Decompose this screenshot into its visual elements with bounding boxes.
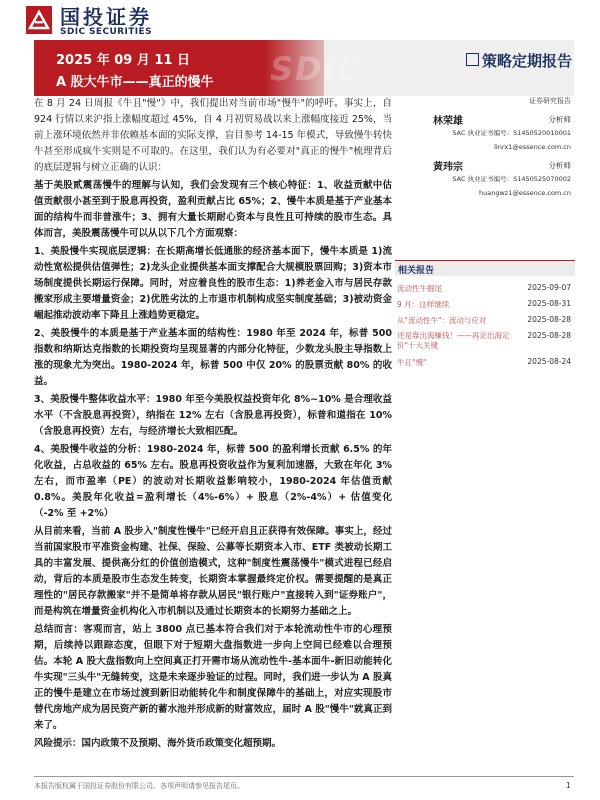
page-number: 1: [566, 781, 571, 790]
body-paragraph: 2、美股慢牛的本质是基于产业基本面的结构性：1980 年至 2024 年，标普 500 指数和纳斯达克指数的长期投资均呈现显著的内部分化特征，少数龙头股主导指数上涨的现象尤为突出。1980-2024 年，标普 500 中仅 20% 的股票贡献 80% 的收益。: [34, 328, 392, 387]
related-reports-title: 相关报告: [398, 266, 435, 276]
related-report-title[interactable]: 还是靠出海赚钱！——再论出海定价"十大关键: [397, 331, 510, 350]
related-report-title[interactable]: 牛且"慢": [397, 358, 427, 367]
related-report-item[interactable]: [395, 354, 575, 370]
body-paragraph: 在 8 月 24 日周报《牛且"慢"》中，我们提出对当前市场"慢牛"的呼吁。事实上，自 924 行情以来沪指上涨幅度超过 45%，自 4 月初贸易战以来上涨幅度接近 25%，当前上涨环境依然并非依赖基本面的实际支撑，盲目参考 14-15 年模式，导致慢牛转快牛甚至形成疯牛实则是不可取的。在这里，我们认为有必要对"真正的慢牛"梳理背后的底层逻辑与树立正确的认识：: [34, 98, 392, 173]
analyst-role: 分析师: [548, 115, 571, 124]
risk-warning: 风险提示：国内政策不及预期、海外货币政策变化超预期。: [34, 738, 282, 749]
body-paragraph: 总结而言：客观而言，站上 3800 点已基本符合我们对于本轮流动性牛市的心理预期，后续持以跟踪态度，但眼下对于短期大盘指数进一步向上空间已经难以合理预估。本轮 A 股大盘指数向上空间真正打开需市场从流动性牛-基本面牛-新旧动能转化牛实现"三头牛"无缝转变，这是未来逐步验证的过程。同时，我们进一步认为 A 股真正的慢牛是建立在市场过渡到新旧动能转化牛和制度保障牛的基础上，对应实现股市替代房地产成为居民资产新的蓄水池并形成新的财富效应，届时 A 股"慢牛"就真正到来了。: [34, 624, 392, 731]
related-report-item[interactable]: [395, 296, 575, 312]
related-report-title[interactable]: 流动性牛掘尾: [397, 284, 442, 293]
footer-disclaimer: 本报告版权属于国投证券股份有限公司。各项声明请参见报告尾页。: [34, 782, 244, 790]
related-report-date: 2025-08-28: [527, 331, 571, 340]
report-banner: [34, 40, 574, 96]
report-date: 2025 年 09 月 11 日: [56, 53, 190, 68]
research-report-tag: 证券研究报告: [529, 97, 571, 105]
report-type: 策略定期报告: [482, 52, 573, 70]
related-report-date: 2025-08-31: [527, 299, 571, 308]
analyst-email[interactable]: huangwz1@essence.com.cn: [478, 189, 571, 197]
analyst-name: 黄玮宗: [433, 162, 463, 173]
related-report-date: 2025-09-07: [527, 283, 571, 292]
related-report-date: 2025-08-28: [527, 315, 571, 324]
related-reports-header: [395, 260, 575, 276]
analyst-license: SAC 执业证书编号：S1450520010001: [452, 129, 571, 137]
related-report-item[interactable]: [395, 312, 575, 328]
footer-divider: [34, 776, 574, 777]
related-report-title[interactable]: 9 月：这样继续: [397, 300, 450, 309]
company-logo: [26, 6, 206, 36]
analyst-name: 林荣雄: [433, 116, 463, 127]
main-body: [34, 96, 392, 752]
analyst-role: 分析师: [548, 161, 571, 170]
body-paragraph: 从目前来看，当前 A 股步入"制度性慢牛"已经开启且正获得有效保障。事实上，经过当前国家股市平准资金构建、社保、保险、公募等长期资本入市、ETF 类被动长期工具的丰富发展、提供高分红的价值创造模式，这种"制度性震荡慢牛"模式进程已经启动，背后的本质是股市生态发生转变，长期资本掌握最终定价权。需要提醒的是真正理性的"居民存款搬家"并不是简单将存款从居民"银行账户"直接转入到"证券账户"，而是构筑在增量资金机构化入市机制以及通过长期资本的长期努力基础之上。: [34, 526, 392, 617]
banner-watermark: SDIC: [270, 50, 363, 88]
related-report-title[interactable]: 从"流动性牛"：流动与应对: [397, 316, 487, 325]
related-report-item[interactable]: [395, 280, 575, 296]
sdic-logo-icon: [26, 6, 52, 34]
related-reports-list: [395, 280, 575, 370]
logo-en-text: SDIC SECURITIES: [60, 27, 152, 37]
related-report-item[interactable]: [395, 328, 575, 354]
body-paragraph: 3、美股慢牛整体收益水平：1980 年至今美股权益投资年化 8%~10% 是合理收益水平（不含股息再投资），纳指在 12% 左右（含股息再投资），标普和道指在 10%（含股息再投资）左右，与经济增长大致相匹配。: [34, 394, 392, 437]
report-title: A 股大牛市——真正的慢牛: [56, 75, 214, 90]
report-type-icon: [466, 53, 479, 66]
body-paragraph: 4、美股慢牛收益的分析：1980-2024 年，标普 500 的盈利增长贡献 6.5% 的年化收益，占总收益的 65% 左右。股息再投资收益作为复利加速器，大致在年化 3% 左右，而市盈率（PE）的波动对长期收益影响较小，1980-2024 年估值贡献 0.8%。美股年化收益=盈利增长（4%-6%）+ 股息（2%-4%）+ 估值变化（-2% 至 +2%）: [34, 444, 392, 519]
body-paragraph: 基于美股贰震荡慢牛的理解与认知，我们会发现有三个核心特征：1、收益贡献中估值贡献很小甚至到于股息再投资，盈利贡献占比 65%；2、慢牛本质是基于产业基本面的结构牛而非普涨牛；3、拥有大量长期耐心资本与良性且可持续的股市生态。具体而言，美股震荡慢牛可以从以下几个方面观察：: [34, 180, 392, 239]
related-report-date: 2025-08-24: [527, 357, 571, 366]
analyst-license: SAC 执业证书编号：S1450525070002: [452, 175, 571, 183]
body-paragraph: 1、美股慢牛实现底层逻辑：在长期高增长低通胀的经济基本面下，慢牛本质是 1)流动性宽松提供估值弹性；2)龙头企业提供基本面支撑配合大规模股票回购；3)资本市场制度提供长期运行保障。同时，对应着良性的股市生态：1)养老金入市与居民存款搬家形成主要增量资金；2)优胜劣汰的上市退市机制构成坚实制度基础；3)被动资金崛起推动波动率下降且上涨趋势更稳定。: [34, 246, 392, 321]
logo-cn-text: 国投证券: [60, 5, 152, 29]
analyst-email[interactable]: linrx1@essence.com.cn: [494, 143, 571, 151]
